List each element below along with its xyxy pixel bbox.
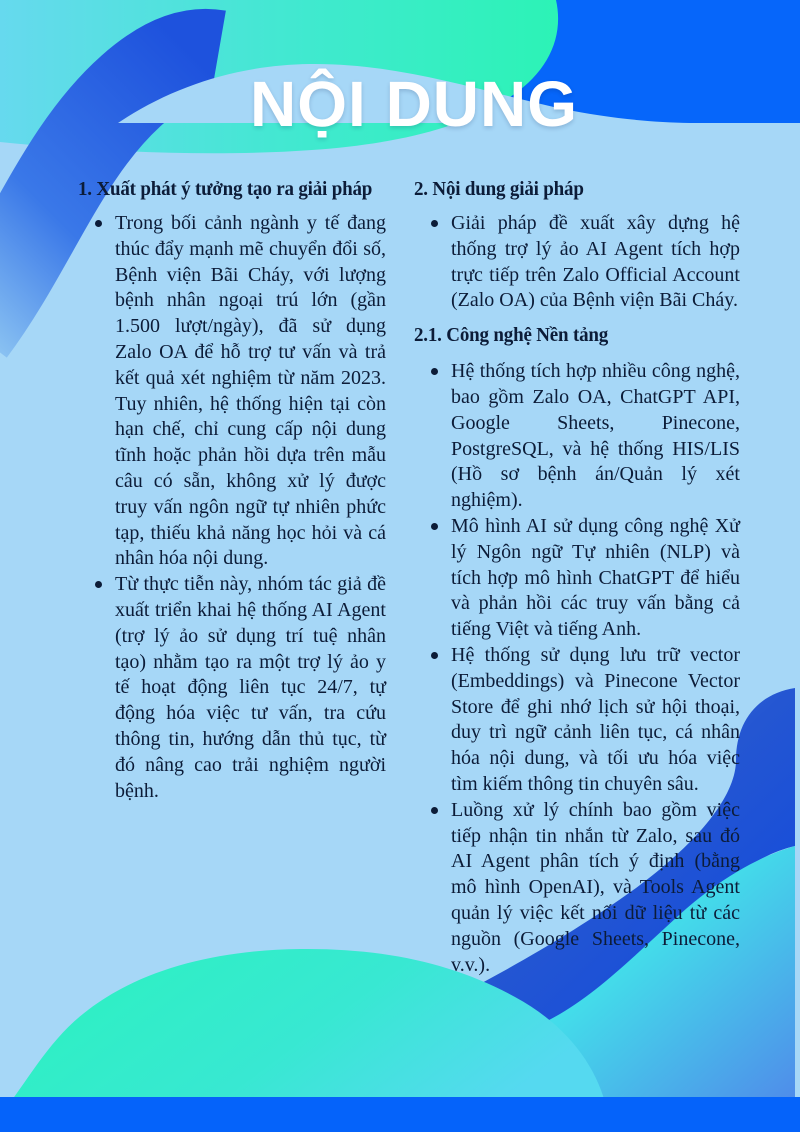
bullet-icon: [431, 220, 438, 227]
list-item: [414, 643, 740, 798]
bullet-list-2: [414, 211, 740, 314]
bullet-icon: [431, 652, 438, 659]
bullet-icon: [95, 581, 102, 588]
section-heading-2: 2. Nội dung giải pháp: [414, 178, 584, 200]
section-heading-1: 1. Xuất phát ý tưởng tạo ra giải pháp: [78, 178, 373, 200]
bullet-text: Hệ thống tích hợp nhiều công nghệ, bao gồm Zalo OA, ChatGPT API, Google Sheets, Pinecone, PostgreSQL, và hệ thống HIS/LIS (Hồ sơ bệnh án/Quản lý xét nghiệm).: [451, 360, 740, 512]
footer-band: [0, 1097, 800, 1132]
bullet-icon: [431, 368, 438, 375]
list-item: [414, 359, 740, 514]
column-left: [78, 178, 386, 978]
content-columns: [78, 178, 740, 978]
bullet-list-2-1: [414, 359, 740, 978]
bullet-text: Mô hình AI sử dụng công nghệ Xử lý Ngôn ngữ Tự nhiên (NLP) và tích hợp mô hình ChatGPT để hiểu và phản hồi các truy vấn bằng cả tiếng Việt và tiếng Anh.: [451, 514, 740, 641]
list-item: [414, 514, 740, 643]
bullet-text: Hệ thống sử dụng lưu trữ vector (Embeddings) và Pinecone Vector Store để ghi nhớ lịch sử hội thoại, duy trì ngữ cảnh liên tục, cá nhân hóa nội dung, và tối ưu hóa việc tìm kiếm thông tin chuyên sâu.: [451, 643, 740, 795]
bullet-list-1: [78, 211, 386, 804]
bullet-text: Giải pháp đề xuất xây dựng hệ thống trợ lý ảo AI Agent tích hợp trực tiếp trên Zalo Official Account (Zalo OA) của Bệnh viện Bãi Cháy.: [451, 212, 740, 312]
column-right: [414, 178, 740, 978]
bullet-icon: [431, 523, 438, 530]
list-item: [414, 798, 740, 979]
list-item: [414, 211, 740, 314]
bullet-text: Từ thực tiễn này, nhóm tác giả đề xuất triển khai hệ thống AI Agent (trợ lý ảo sử dụng trí tuệ nhân tạo) nhằm tạo ra một trợ lý ảo y tế hoạt động liên tục 24/7, tự động hóa việc tư vấn, tra cứu thông tin, hướng dẫn thủ tục, từ đó nâng cao trải nghiệm người bệnh.: [115, 573, 386, 802]
bullet-text: Luồng xử lý chính bao gồm việc tiếp nhận tin nhắn từ Zalo, sau đó AI Agent phân tích ý định (bằng mô hình OpenAI), và Tools Agent quản lý việc kết nối dữ liệu từ các nguồn (Google Sheets, Pinecone, v.v.).: [451, 798, 740, 976]
bullet-text: Trong bối cảnh ngành y tế đang thúc đẩy mạnh mẽ chuyển đổi số, Bệnh viện Bãi Cháy, với lượng bệnh nhân ngoại trú lớn (gần 1.500 lượt/ngày), đã sử dụng Zalo OA để hỗ trợ tư vấn và trả kết quả xét nghiệm từ năm 2023. Tuy nhiên, hệ thống hiện tại còn hạn chế, chỉ cung cấp nội dung tĩnh hoặc phản hồi dựa trên mẫu câu có sẵn, không xử lý được truy vấn ngôn ngữ tự nhiên phức tạp, thiếu khả năng học hỏi và cá nhân hóa nội dung.: [115, 212, 386, 570]
page-title: NỘI DUNG: [250, 67, 578, 140]
list-item: [78, 572, 386, 804]
list-item: [78, 211, 386, 572]
bullet-icon: [431, 807, 438, 814]
bullet-icon: [95, 220, 102, 227]
subsection-heading-2-1: 2.1. Công nghệ Nền tảng: [414, 324, 609, 347]
